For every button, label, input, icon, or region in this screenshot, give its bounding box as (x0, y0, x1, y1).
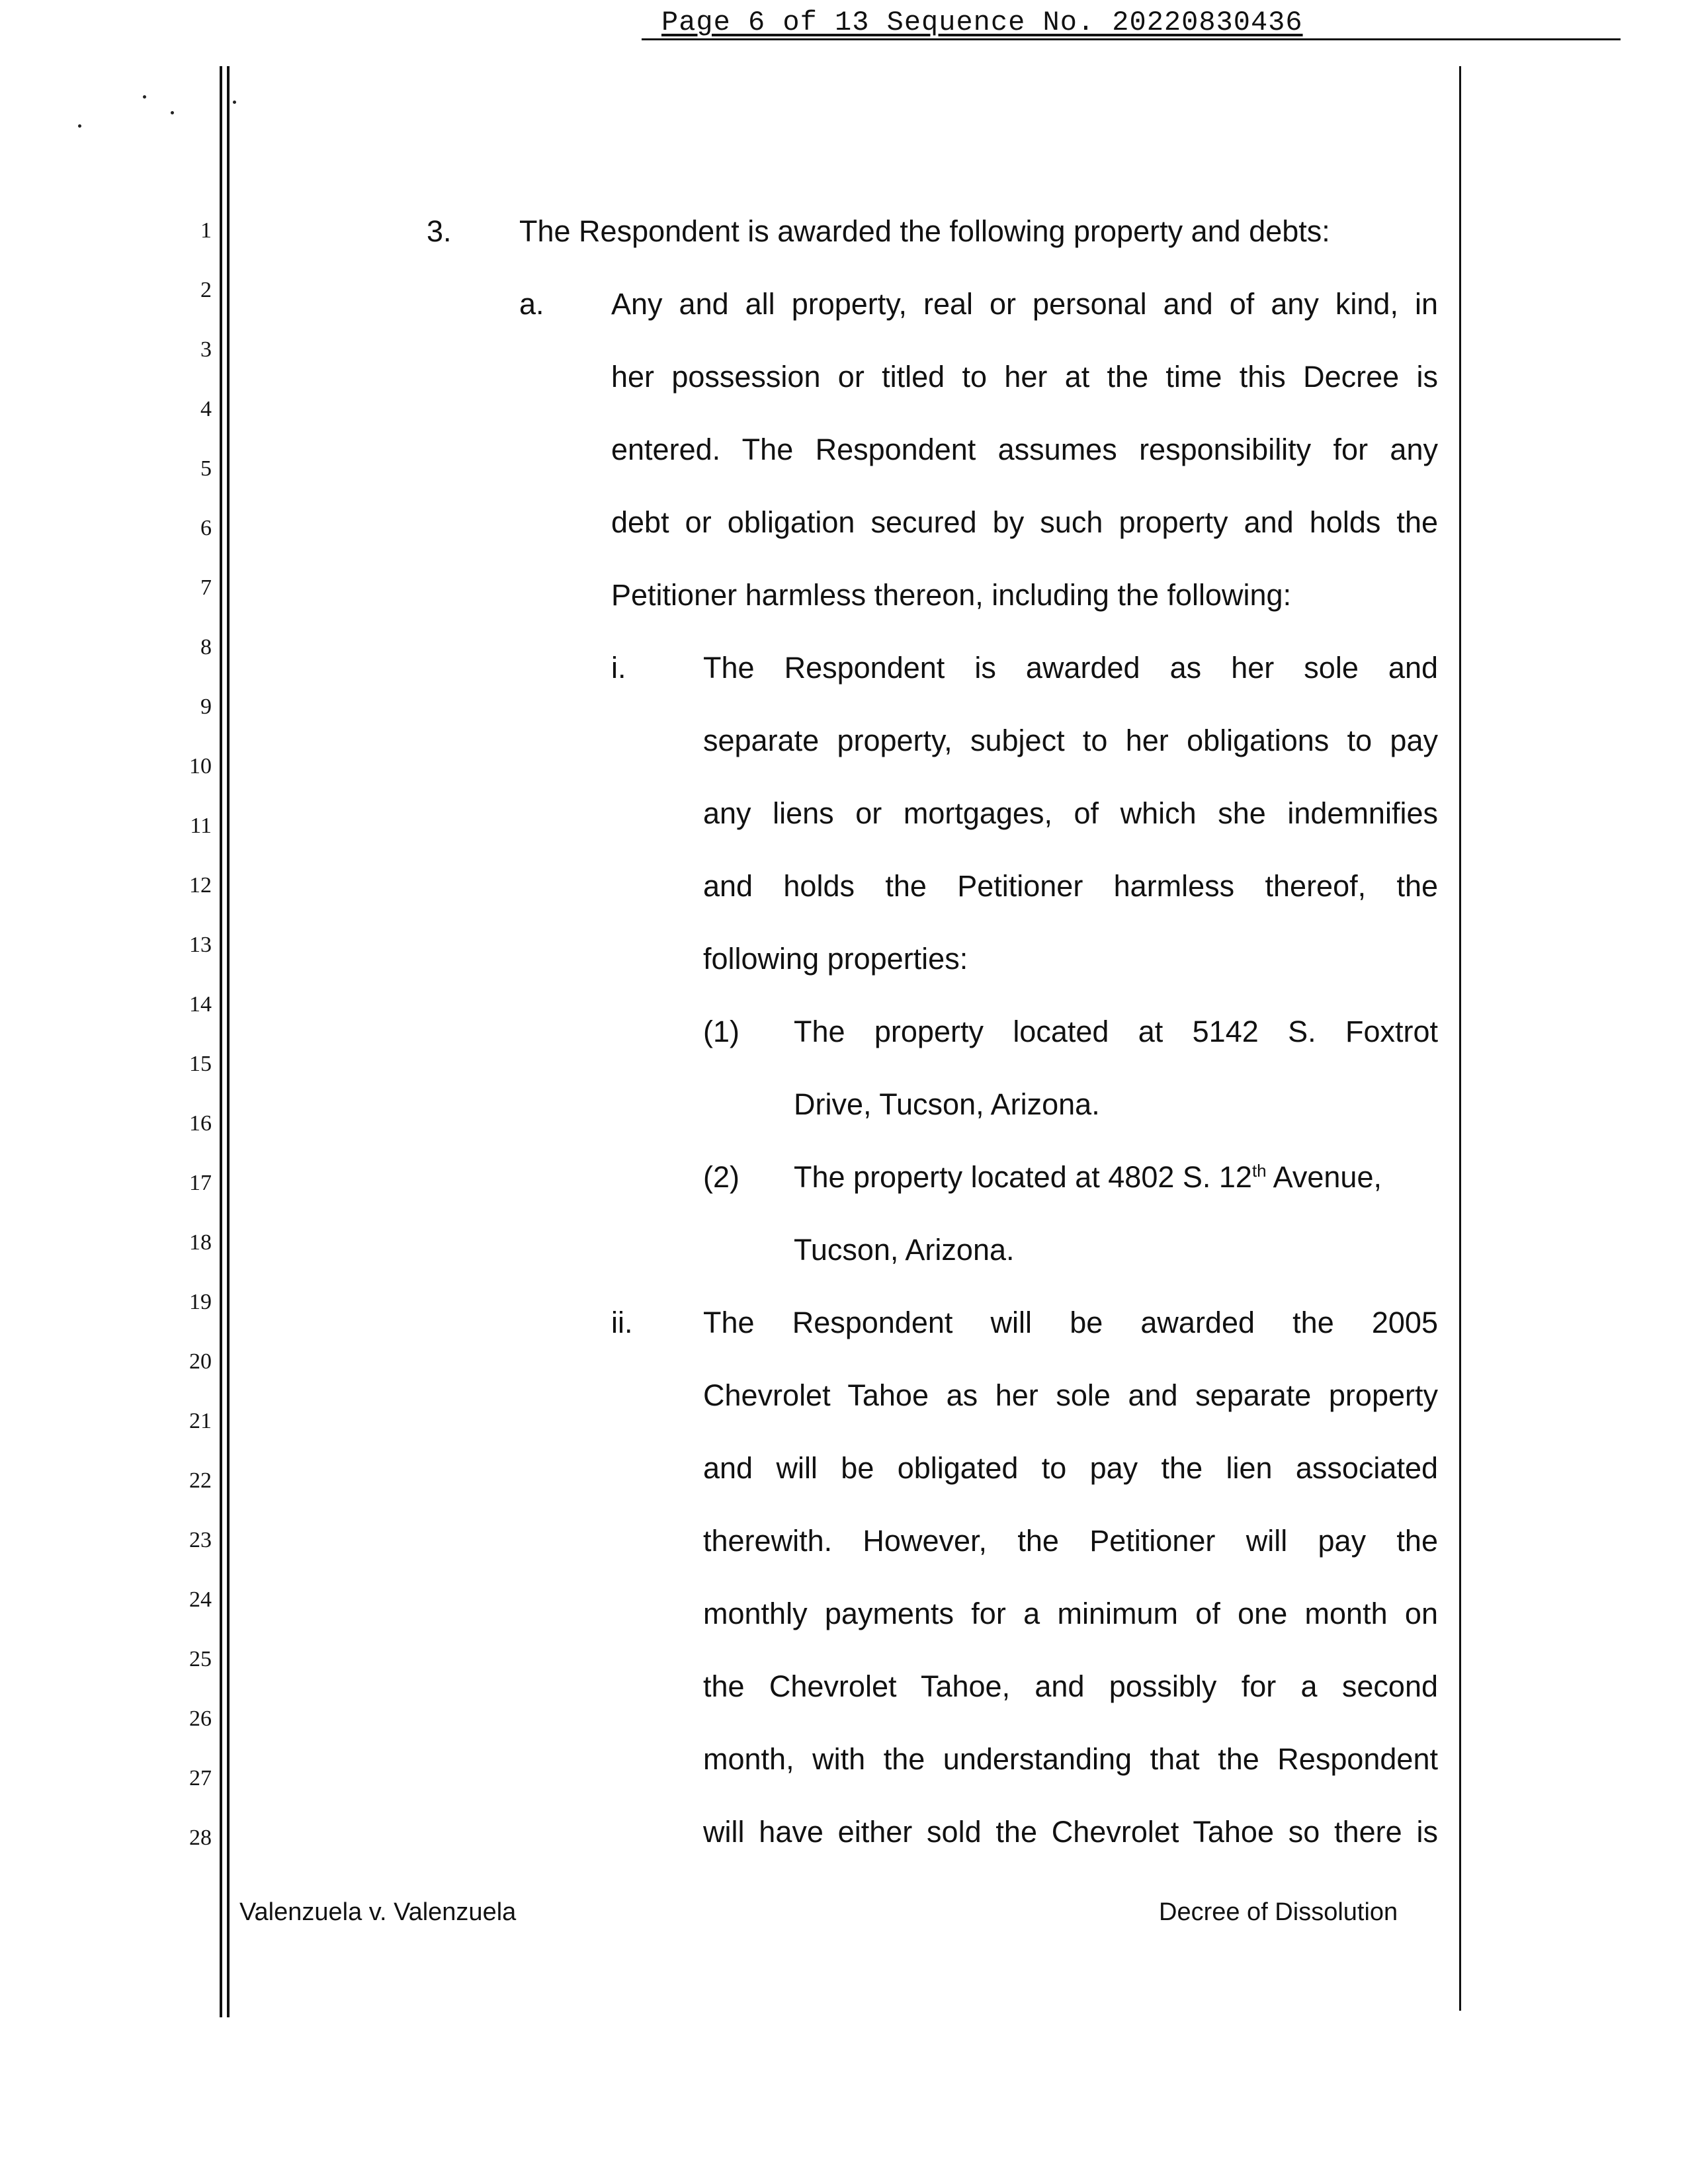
line-number: 5 (200, 456, 212, 481)
property-2-marker: (2) (703, 1160, 739, 1194)
line-number: 26 (189, 1706, 212, 1731)
line-number: 24 (189, 1587, 212, 1612)
line-number: 22 (189, 1468, 212, 1493)
property-1-line: Drive, Tucson, Arizona. (794, 1087, 1100, 1121)
line-number: 17 (189, 1171, 212, 1195)
item-ii-line: Chevrolet Tahoe as her sole and separate property (703, 1378, 1438, 1412)
item-i-line: any liens or mortgages, of which she indemnifies (703, 796, 1438, 830)
item-a-line: entered. The Respondent assumes responsibility for any (611, 433, 1438, 466)
line-number: 15 (189, 1052, 212, 1076)
line-number: 10 (189, 754, 212, 778)
footer-case-name: Valenzuela v. Valenzuela (239, 1898, 517, 1926)
page-sequence-header: Page 6 of 13 Sequence No. 20220830436 (661, 7, 1303, 38)
item-i-line: following properties: (703, 942, 968, 976)
line-number: 4 (200, 397, 212, 421)
item-i-marker: i. (611, 651, 626, 685)
line-number: 16 (189, 1111, 212, 1136)
line-number: 6 (200, 516, 212, 540)
line-number: 28 (189, 1826, 212, 1850)
item-i-line: The Respondent is awarded as her sole and (703, 651, 1438, 685)
line-number: 18 (189, 1230, 212, 1255)
item-i-line: separate property, subject to her obligations to pay (703, 724, 1438, 757)
item-ii-line: month, with the understanding that the Respondent (703, 1742, 1438, 1776)
item-i-line: and holds the Petitioner harmless thereof, the (703, 869, 1438, 903)
item-ii-line: monthly payments for a minimum of one month on (703, 1597, 1438, 1630)
line-number: 12 (189, 873, 212, 898)
property-2-line: Tucson, Arizona. (794, 1233, 1015, 1267)
item-ii-line: and will be obligated to pay the lien associated (703, 1451, 1438, 1485)
footer-document-title: Decree of Dissolution (1159, 1898, 1398, 1926)
line-number: 7 (200, 575, 212, 600)
property-1-line: The property located at 5142 S. Foxtrot (794, 1015, 1438, 1048)
line-number: 8 (200, 635, 212, 659)
line-number: 11 (190, 814, 212, 838)
item-3-text: The Respondent is awarded the following property and debts: (519, 214, 1330, 248)
item-ii-line: will have either sold the Chevrolet Tahoe so there is (703, 1815, 1438, 1849)
item-a-line: debt or obligation secured by such property and holds the (611, 505, 1438, 539)
line-number: 3 (200, 337, 212, 362)
item-a-line: Petitioner harmless thereon, including the following: (611, 578, 1292, 612)
line-number: 23 (189, 1528, 212, 1552)
line-number: 25 (189, 1647, 212, 1671)
line-number: 1 (200, 218, 212, 243)
property-2-line (794, 1160, 1382, 1195)
line-number: 2 (200, 278, 212, 302)
item-ii-line: The Respondent will be awarded the 2005 (703, 1306, 1438, 1339)
item-a-marker: a. (519, 287, 544, 321)
item-ii-marker: ii. (611, 1306, 633, 1339)
item-a-line: her possession or titled to her at the time this Decree is (611, 360, 1438, 394)
line-number: 21 (189, 1409, 212, 1433)
item-a-line: Any and all property, real or personal and of any kind, in (611, 287, 1438, 321)
item-ii-line: the Chevrolet Tahoe, and possibly for a second (703, 1669, 1438, 1703)
property-2-text-before: The property located at 4802 S. 12 (794, 1160, 1252, 1194)
line-number: 9 (200, 694, 212, 719)
item-ii-line: therewith. However, the Petitioner will pay the (703, 1524, 1438, 1558)
line-number: 19 (189, 1290, 212, 1314)
line-number: 13 (189, 933, 212, 957)
line-number: 27 (189, 1766, 212, 1790)
item-3-marker: 3. (427, 214, 452, 248)
property-2-superscript: th (1251, 1161, 1267, 1181)
property-2-text-after: Avenue, (1266, 1160, 1382, 1194)
property-1-marker: (1) (703, 1015, 739, 1048)
line-number: 14 (189, 992, 212, 1017)
line-number: 20 (189, 1349, 212, 1374)
